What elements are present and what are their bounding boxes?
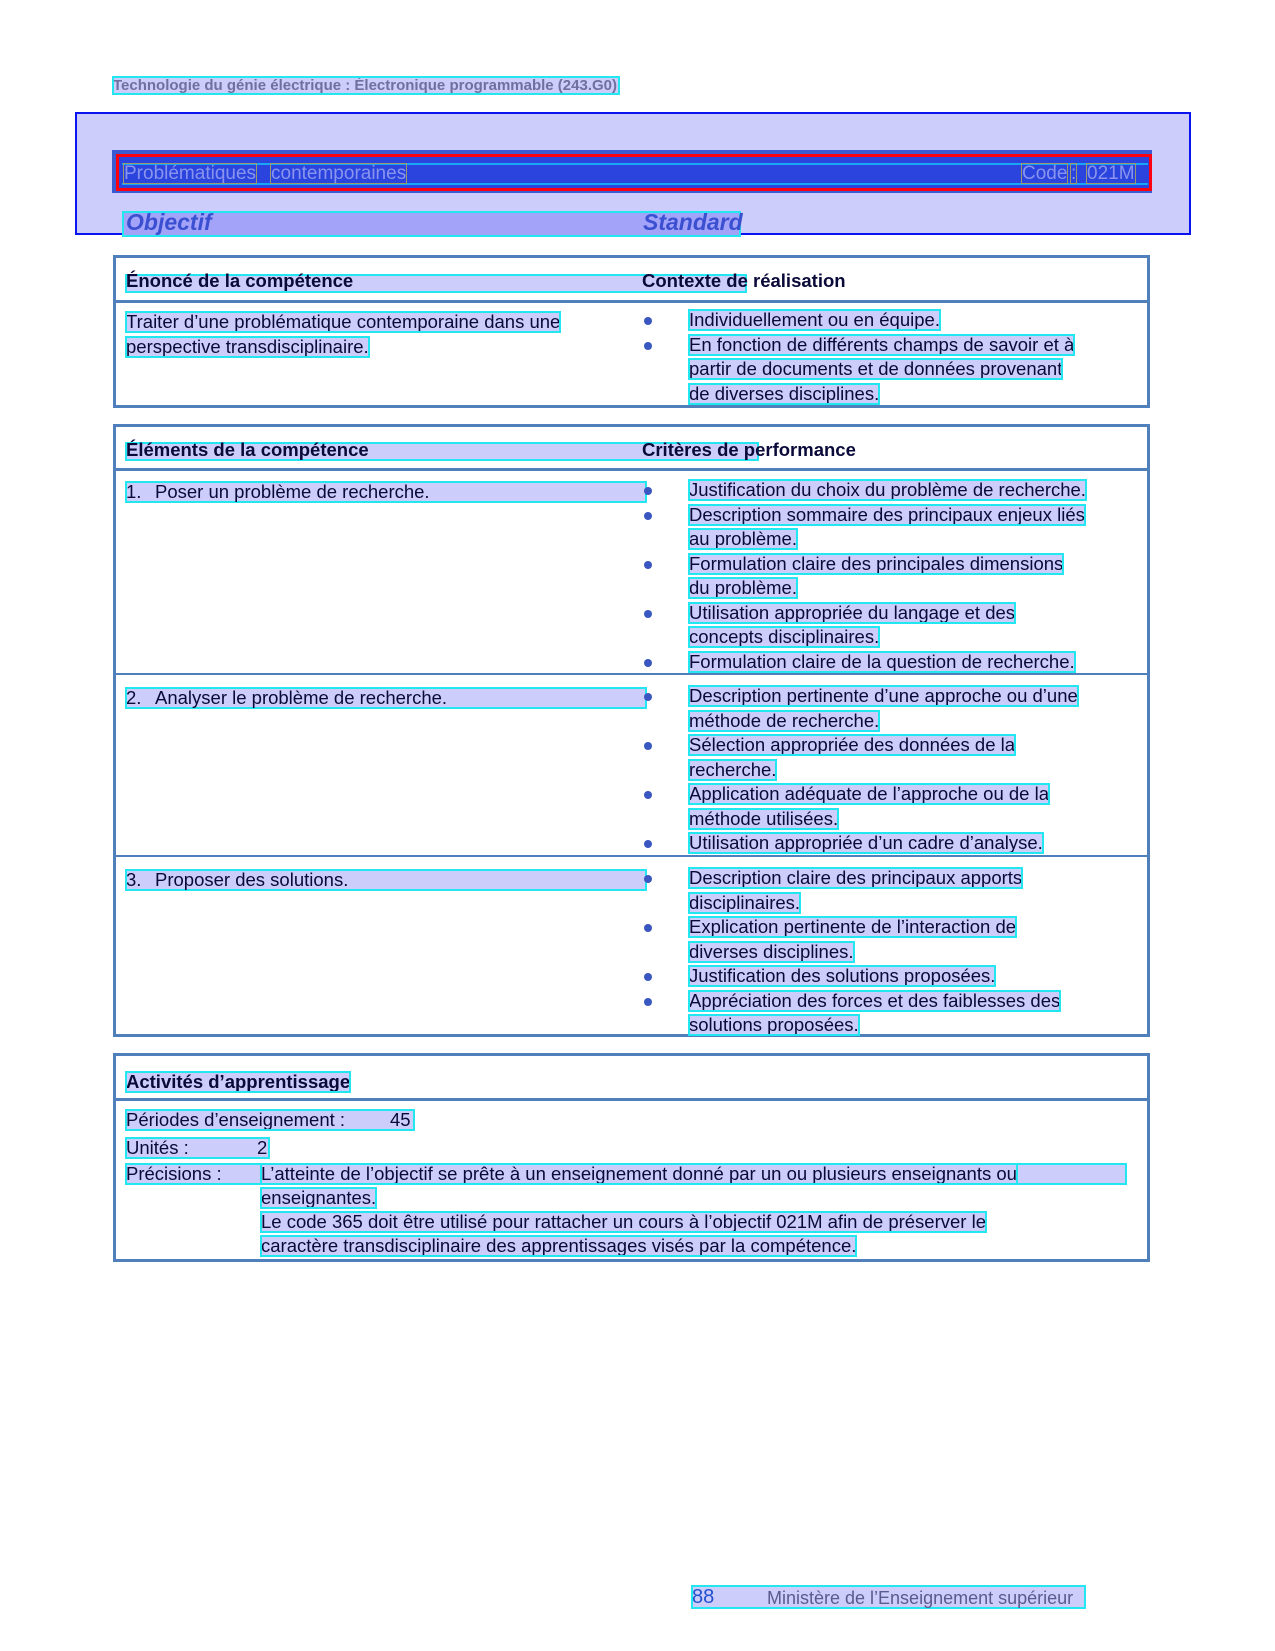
element-item [126,688,646,708]
precisions-line: caractère transdisciplinaire des apprentissages visés par la compétence. [261,1235,857,1256]
bullet-icon [644,998,652,1006]
precisions-label: Précisions : [126,1163,222,1184]
enonce-text-line: Traiter d’une problématique contemporaine dans une [126,311,561,332]
criterion-line: Utilisation appropriée d’un cadre d’analyse. [689,832,1043,853]
standard-label: Standard [643,209,743,235]
bullet-icon [644,317,652,325]
criterion-line: Application adéquate de l’approche ou de la [689,783,1050,804]
element-number: 3. [126,869,142,890]
element-number: 1. [126,481,142,502]
criterion-line: du problème. [689,577,797,598]
criterion-line: au problème. [689,528,797,549]
criterion-line: Utilisation appropriée du langage et des [689,601,1016,623]
contexte-item-line: partir de documents et de données provenant [689,358,1063,379]
row-divider-2 [113,855,1150,857]
code-label: Code [1022,163,1068,184]
precisions-line: enseignantes. [261,1187,377,1208]
bullet-icon [644,693,652,701]
activites-table-header-divider [113,1098,1150,1101]
criterion-line: méthode de recherche. [689,709,880,731]
bullet-icon [644,659,652,667]
precisions-line: Le code 365 doit être utilisé pour rattacher un cours à l’objectif 021M afin de préserver le [261,1211,986,1232]
enonce-table-header-divider [113,300,1150,303]
criterion-line: Description pertinente d’une approche ou d’une [689,685,1078,706]
bullet-icon [644,512,652,520]
bullet-icon [644,487,652,495]
unites-value: 2 [257,1137,268,1158]
criterion-line: disciplinaires. [689,891,801,913]
criterion-line: Justification des solutions proposées. [689,965,996,986]
element-text: Analyser le problème de recherche. [155,687,448,708]
bullet-icon [644,875,652,883]
criterion-line: Formulation claire de la question de recherche. [689,650,1075,672]
bullet-icon [644,840,652,848]
enonce-header: Énoncé de la compétence [126,270,354,291]
element-text: Proposer des solutions. [155,869,349,890]
bullet-icon [644,610,652,618]
bullet-icon [644,342,652,350]
bullet-icon [644,924,652,932]
element-number: 2. [126,687,142,708]
code-value: 021M [1087,163,1135,184]
activites-header: Activités d’apprentissage [126,1071,351,1092]
periodes-value: 45 [390,1109,411,1130]
criterion-line: concepts disciplinaires. [689,626,880,647]
criterion-line: Explication pertinente de l’interaction de [689,916,1017,937]
bullet-icon [644,561,652,569]
unites-label: Unités : [126,1137,189,1158]
contexte-header: Contexte de réalisation [642,270,846,291]
elements-header: Éléments de la compétence [126,439,369,460]
code-separator: : [1071,163,1077,184]
footer-publisher: Ministère de l’Enseignement supérieur [767,1588,1074,1608]
element-item [126,482,646,502]
element-text: Poser un problème de recherche. [155,481,430,502]
periodes-label: Périodes d’enseignement : [126,1109,346,1130]
criterion-line: Appréciation des forces et des faiblesses des [689,989,1061,1011]
criterion-line: méthode utilisées. [689,807,839,829]
bullet-icon [644,742,652,750]
criterion-line: recherche. [689,758,777,780]
criterion-line: Description claire des principaux apports [689,867,1023,888]
contexte-item-line: En fonction de différents champs de savoir et à [689,333,1075,355]
criterion-line: Description sommaire des principaux enjeux liés [689,503,1085,525]
unites-row [126,1138,269,1158]
running-header: Technologie du génie électrique : Électronique programmable (243.G0) [113,77,617,94]
criteres-header: Critères de performance [642,439,856,460]
bullet-icon [644,973,652,981]
contexte-item-line: de diverses disciplines. [689,382,880,404]
objectif-label: Objectif [126,209,212,235]
criterion-line: Formulation claire des principales dimensions [689,552,1064,574]
criterion-line: Sélection appropriée des données de la [689,734,1016,755]
page-number: 88 [692,1586,715,1608]
element-item [126,870,646,890]
enonce-text-line: perspective transdisciplinaire. [126,335,369,357]
title-word-1: Problématiques [124,163,257,184]
criterion-line: solutions proposées. [689,1014,859,1035]
precisions-line: L’atteinte de l’objectif se prête à un enseignement donné par un ou plusieurs enseignants ou [261,1163,1017,1184]
row-divider-1 [113,673,1150,675]
criterion-line: Justification du choix du problème de recherche. [689,479,1086,500]
elements-table-header-divider [113,468,1150,471]
title-word-2: contemporaines [271,163,407,184]
bullet-icon [644,791,652,799]
contexte-item-line: Individuellement ou en équipe. [689,309,940,330]
criterion-line: diverses disciplines. [689,940,854,962]
periodes-row [126,1110,414,1130]
